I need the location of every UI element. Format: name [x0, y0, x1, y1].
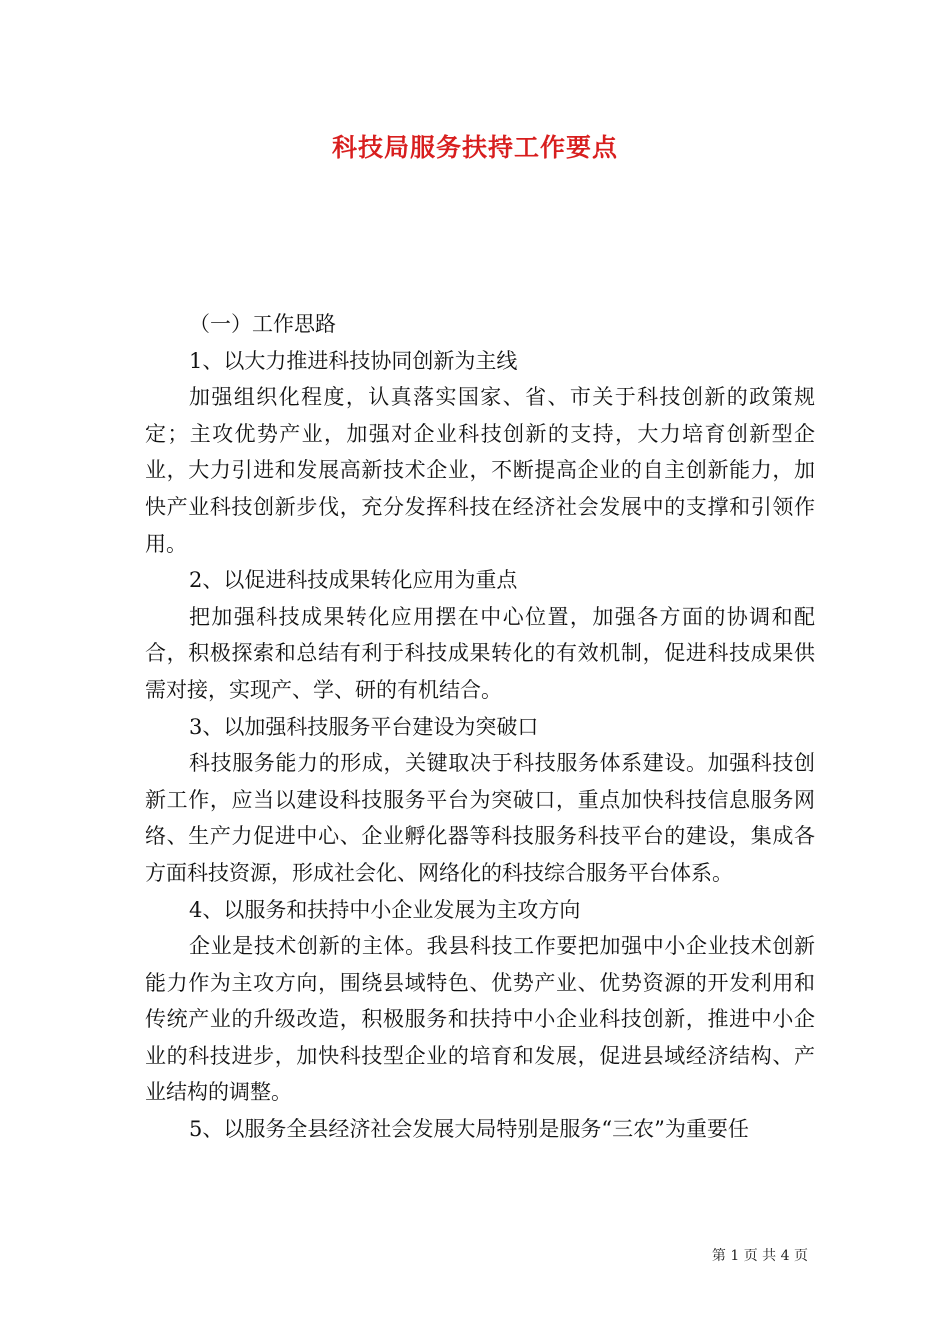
paragraph-3: 科技服务能力的形成，关键取决于科技服务体系建设。加强科技创新工作，应当以建设科技服务平台为突破口，重点加快科技信息服务网络、生产力促进中心、企业孵化器等科技服务科技平台的建设，集成各方面科技资源，形成社会化、网络化的科技综合服务平台体系。 [145, 751, 815, 885]
item-heading-3: 3、以加强科技服务平台建设为突破口 [189, 714, 539, 739]
document-title: 科技局服务扶持工作要点 [331, 133, 618, 162]
section-heading: （一）工作思路 [189, 312, 336, 336]
page-number-footer: 第 1 页 共 4 页 [711, 1248, 808, 1264]
item-heading-2: 2、以促进科技成果转化应用为重点 [189, 568, 518, 593]
paragraph-2: 把加强科技成果转化应用摆在中心位置，加强各方面的协调和配合，积极探索和总结有利于科技成果转化的有效机制，促进科技成果供需对接，实现产、学、研的有机结合。 [145, 604, 815, 702]
paragraph-1: 加强组织化程度，认真落实国家、省、市关于科技创新的政策规定；主攻优势产业，加强对企业科技创新的支持，大力培育创新型企业，大力引进和发展高新技术企业，不断提高企业的自主创新能力，加快产业科技创新步伐，充分发挥科技在经济社会发展中的支撑和引领作用。 [145, 385, 815, 556]
item-heading-1: 1、以大力推进科技协同创新为主线 [189, 348, 518, 373]
paragraph-4: 企业是技术创新的主体。我县科技工作要把加强中小企业技术创新能力作为主攻方向，围绕县域特色、优势产业、优势资源的开发利用和传统产业的升级改造，积极服务和扶持中小企业科技创新，推进中小企业的科技进步，加快科技型企业的培育和发展，促进县域经济结构、产业结构的调整。 [145, 934, 815, 1105]
item-heading-5: 5、以服务全县经济社会发展大局特别是服务“三农”为重要任 [189, 1117, 749, 1142]
document-body [145, 306, 815, 1148]
item-heading-4: 4、以服务和扶持中小企业发展为主攻方向 [189, 897, 581, 922]
